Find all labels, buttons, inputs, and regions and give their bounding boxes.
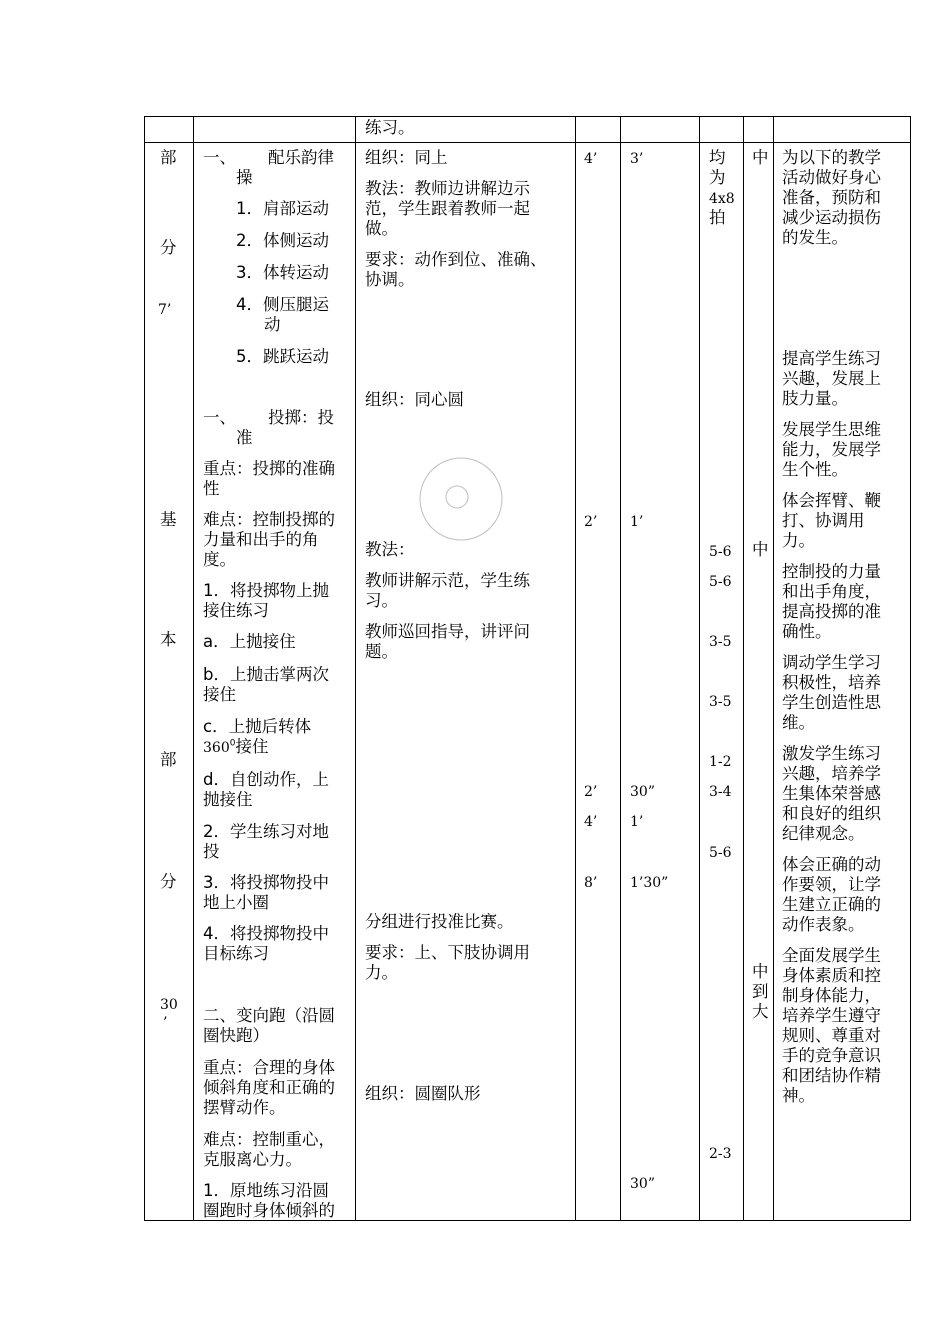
purpose-line: 提高学生练习 bbox=[782, 349, 881, 368]
method-line: 教师巡回指导，讲评问 bbox=[365, 622, 530, 641]
section-label-char: 基 bbox=[160, 510, 177, 529]
purpose-line: 纪律观念。 bbox=[782, 824, 865, 843]
purpose-line: 生集体荣誉感 bbox=[782, 784, 881, 803]
time-value: 4’ bbox=[584, 151, 598, 167]
purpose-line: 制身体能力， bbox=[782, 986, 881, 1005]
time-value: 2’ bbox=[584, 784, 598, 800]
top-row-method: 练习。 bbox=[365, 118, 415, 137]
content-line bbox=[203, 737, 268, 758]
content-line: 地上小圈 bbox=[203, 893, 269, 912]
section-label-char: 分 bbox=[160, 238, 177, 257]
content-line: 圈快跑） bbox=[203, 1026, 269, 1045]
intensity-value: 到 bbox=[752, 982, 769, 1001]
purpose-line: 提高投掷的准 bbox=[782, 602, 881, 621]
content-line: 一、 bbox=[203, 148, 236, 167]
purpose-line: 肢力量。 bbox=[782, 389, 848, 408]
purpose-line: 的发生。 bbox=[782, 228, 848, 247]
content-line: 重点：合理的身体 bbox=[203, 1058, 335, 1077]
content-line: 一、 bbox=[203, 408, 236, 427]
col-border-0 bbox=[144, 116, 145, 1221]
time-value: 1’ bbox=[630, 814, 644, 830]
col-border-8 bbox=[910, 116, 911, 1221]
content-line: 4．侧压腿运 bbox=[236, 295, 329, 314]
reps-value: 5-6 bbox=[709, 544, 732, 560]
method-line: 组织：圆圈队形 bbox=[365, 1084, 481, 1103]
content-line: 准 bbox=[236, 428, 253, 447]
method-line: 组织：同上 bbox=[365, 148, 448, 167]
purpose-line: 积极性，培养 bbox=[782, 673, 881, 692]
content-line: 重点：投掷的准确 bbox=[203, 459, 335, 478]
purpose-line: 准备，预防和 bbox=[782, 188, 881, 207]
content-line: 难点：控制投掷的 bbox=[203, 510, 335, 529]
content-line: 动 bbox=[264, 315, 281, 334]
row-divider bbox=[144, 142, 911, 143]
content-line: 圈跑时身体倾斜的 bbox=[203, 1201, 335, 1220]
purpose-line: 作要领，让学 bbox=[782, 875, 881, 894]
reps-value: 3-5 bbox=[709, 634, 732, 650]
method-line: 分组进行投准比赛。 bbox=[365, 912, 514, 931]
purpose-line: 调动学生学习 bbox=[782, 653, 881, 672]
purpose-line: 激发学生练习 bbox=[782, 744, 881, 763]
section-label-char: 部 bbox=[160, 148, 177, 167]
purpose-line: 打、协调用 bbox=[782, 511, 865, 530]
section-label-char: 本 bbox=[160, 630, 177, 649]
reps-value: 5-6 bbox=[709, 574, 732, 590]
content-line: 2．学生练习对地 bbox=[203, 822, 329, 841]
reps-value: 3-5 bbox=[709, 694, 732, 710]
reps-line: 4x8 bbox=[709, 191, 735, 207]
purpose-line: 神。 bbox=[782, 1086, 815, 1105]
method-line: 题。 bbox=[365, 642, 398, 661]
reps-value: 3-4 bbox=[709, 784, 732, 800]
intensity-value: 中 bbox=[752, 148, 769, 167]
content-line: 接住练习 bbox=[203, 601, 269, 620]
content-line: 度。 bbox=[203, 550, 236, 569]
inner-circle bbox=[446, 486, 468, 508]
method-line: 做。 bbox=[365, 219, 398, 238]
method-line: 教师讲解示范，学生练 bbox=[365, 571, 530, 590]
content-line: 5．跳跃运动 bbox=[236, 347, 329, 366]
section-time-unit: ’ bbox=[163, 1015, 168, 1031]
purpose-line: 维。 bbox=[782, 713, 815, 732]
purpose-line: 力。 bbox=[782, 531, 815, 550]
time-value: 3’ bbox=[630, 151, 644, 167]
content-line: b．上抛击掌两次 bbox=[203, 665, 329, 684]
method-line: 协调。 bbox=[365, 270, 415, 289]
content-line: 倾斜角度和正确的 bbox=[203, 1078, 335, 1097]
purpose-line: 体会正确的动 bbox=[782, 855, 881, 874]
method-line: 教法： bbox=[365, 540, 415, 559]
content-line: 接住 bbox=[203, 685, 236, 704]
content-number: 360 bbox=[203, 740, 230, 756]
time-value: 8’ bbox=[584, 875, 598, 891]
section-label-char: 部 bbox=[160, 750, 177, 769]
purpose-line: 发展学生思维 bbox=[782, 420, 881, 439]
intensity-value: 中 bbox=[752, 962, 769, 981]
time-value: 1’30” bbox=[630, 875, 669, 891]
reps-line: 均 bbox=[709, 148, 726, 167]
time-value: 30” bbox=[630, 1176, 655, 1192]
content-line: 难点：控制重心， bbox=[203, 1130, 335, 1149]
content-line: 3．体转运动 bbox=[236, 263, 329, 282]
col-border-1 bbox=[193, 116, 194, 1221]
section-time: 30 bbox=[160, 997, 178, 1013]
reps-value: 1-2 bbox=[709, 754, 732, 770]
table-top-border bbox=[144, 116, 911, 117]
content-line: 4．将投掷物投中 bbox=[203, 924, 329, 943]
purpose-line: 能力，发展学 bbox=[782, 440, 881, 459]
purpose-line: 生建立正确的 bbox=[782, 895, 881, 914]
purpose-line: 身体素质和控 bbox=[782, 966, 881, 985]
intensity-value: 大 bbox=[752, 1002, 769, 1021]
purpose-line: 活动做好身心 bbox=[782, 168, 881, 187]
method-line: 组织：同心圆 bbox=[365, 390, 464, 409]
purpose-line: 手的竞争意识 bbox=[782, 1046, 881, 1065]
reps-value: 2-3 bbox=[709, 1146, 732, 1162]
reps-line: 拍 bbox=[709, 208, 726, 227]
method-line: 教法：教师边讲解边示 bbox=[365, 179, 530, 198]
method-line: 要求：上、下肢协调用 bbox=[365, 943, 530, 962]
purpose-line: 生个性。 bbox=[782, 460, 848, 479]
purpose-line: 学生创造性思 bbox=[782, 693, 881, 712]
content-line: 目标练习 bbox=[203, 944, 269, 963]
purpose-line: 兴趣，培养学 bbox=[782, 764, 881, 783]
concentric-circle-diagram bbox=[417, 457, 507, 543]
content-line: 2．体侧运动 bbox=[236, 231, 329, 250]
col-border-5 bbox=[699, 116, 700, 1221]
section-label-char: 分 bbox=[160, 872, 177, 891]
degree-sup: 0 bbox=[229, 738, 236, 749]
content-line: 1．将投掷物上抛 bbox=[203, 581, 329, 600]
content-line: 性 bbox=[203, 479, 220, 498]
col-border-3 bbox=[575, 116, 576, 1221]
reps-value: 5-6 bbox=[709, 845, 732, 861]
purpose-line: 动作表象。 bbox=[782, 915, 865, 934]
purpose-line: 兴趣，发展上 bbox=[782, 369, 881, 388]
purpose-line: 和出手角度， bbox=[782, 582, 881, 601]
content-line: 3．将投掷物投中 bbox=[203, 873, 329, 892]
col-border-7 bbox=[773, 116, 774, 1221]
purpose-line: 为以下的教学 bbox=[782, 148, 881, 167]
content-line: 投掷：投 bbox=[268, 408, 334, 427]
purpose-line: 培养学生遵守 bbox=[782, 1006, 881, 1025]
content-text: 接住 bbox=[235, 737, 269, 756]
intensity-value: 中 bbox=[752, 540, 769, 559]
col-border-6 bbox=[743, 116, 744, 1221]
time-value: 30” bbox=[630, 784, 655, 800]
content-line: d．自创动作，上 bbox=[203, 770, 329, 789]
outer-circle bbox=[420, 458, 502, 540]
content-line: 摆臂动作。 bbox=[203, 1098, 286, 1117]
purpose-line: 全面发展学生 bbox=[782, 946, 881, 965]
time-value: 4’ bbox=[584, 814, 598, 830]
purpose-line: 确性。 bbox=[782, 622, 832, 641]
content-line: 力量和出手的角 bbox=[203, 530, 319, 549]
purpose-line: 规则、尊重对 bbox=[782, 1026, 881, 1045]
content-line: 抛接住 bbox=[203, 790, 253, 809]
content-line: 配乐韵律 bbox=[268, 148, 334, 167]
purpose-line: 体会挥臂、鞭 bbox=[782, 491, 881, 510]
content-line: 投 bbox=[203, 842, 220, 861]
purpose-line: 控制投的力量 bbox=[782, 562, 881, 581]
content-line: 1．原地练习沿圆 bbox=[203, 1181, 329, 1200]
col-border-2 bbox=[355, 116, 356, 1221]
method-line: 范，学生跟着教师一起 bbox=[365, 199, 530, 218]
content-line: a．上抛接住 bbox=[203, 632, 296, 651]
content-line: 1．肩部运动 bbox=[236, 199, 329, 218]
col-border-4 bbox=[620, 116, 621, 1221]
purpose-line: 减少运动损伤 bbox=[782, 208, 881, 227]
content-line: 二、变向跑（沿圆 bbox=[203, 1006, 335, 1025]
content-line: 克服离心力。 bbox=[203, 1150, 302, 1169]
reps-line: 为 bbox=[709, 168, 726, 187]
purpose-line: 和团结协作精 bbox=[782, 1066, 881, 1085]
method-line: 力。 bbox=[365, 963, 398, 982]
content-line: 操 bbox=[236, 168, 253, 187]
purpose-line: 和良好的组织 bbox=[782, 804, 881, 823]
method-line: 要求：动作到位、准确、 bbox=[365, 250, 547, 269]
method-line: 习。 bbox=[365, 591, 398, 610]
section-time: 7’ bbox=[158, 302, 172, 318]
time-value: 2’ bbox=[584, 514, 598, 530]
time-value: 1’ bbox=[630, 514, 644, 530]
content-line: c．上抛后转体 bbox=[203, 717, 312, 736]
